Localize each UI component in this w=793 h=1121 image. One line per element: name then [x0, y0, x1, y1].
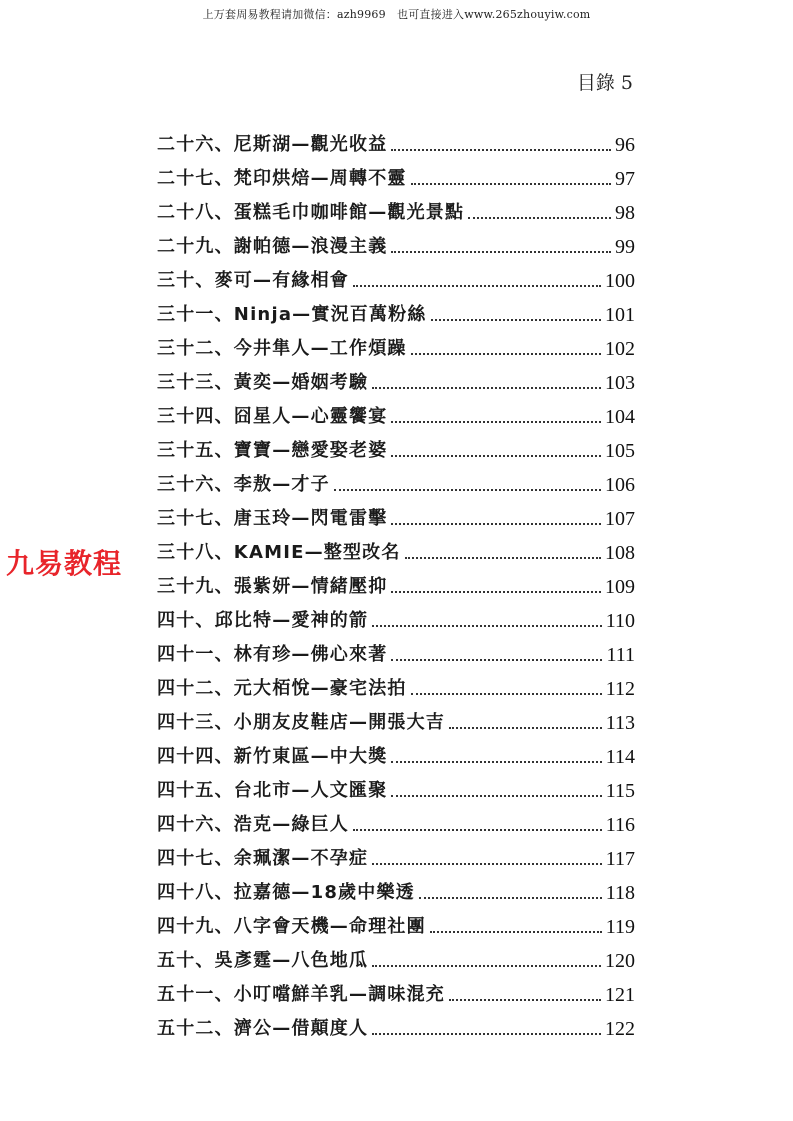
toc-entry-title: 四十二、元大栢悅—豪宅法拍 [157, 678, 407, 699]
toc-entry-title: 三十七、唐玉玲—閃電雷擊 [157, 508, 388, 529]
toc-entry [157, 292, 635, 326]
toc-entry-title: 四十五、台北市—人文匯聚 [157, 780, 388, 801]
dot-leader [391, 659, 602, 661]
toc-entry-page-number: 103 [605, 372, 635, 394]
toc-entry [157, 326, 635, 360]
dot-leader [353, 285, 601, 287]
toc-entry-page-number: 100 [605, 270, 635, 292]
toc-entry [157, 870, 635, 904]
toc-entry-title: 四十八、拉嘉德—18歲中樂透 [157, 882, 415, 903]
toc-entry [157, 632, 635, 666]
dot-leader [391, 455, 601, 457]
toc-entry-title: 三十六、李敖—才子 [157, 474, 330, 495]
toc-entry-title: 四十、邱比特—愛神的箭 [157, 610, 369, 631]
toc-entry-page-number: 105 [605, 440, 635, 462]
dot-leader [468, 217, 611, 219]
dot-leader [372, 863, 602, 865]
toc-entry-page-number: 122 [605, 1018, 635, 1040]
toc-entry [157, 598, 635, 632]
dot-leader [391, 591, 601, 593]
dot-leader [431, 319, 601, 321]
dot-leader [334, 489, 601, 491]
dot-leader [391, 761, 601, 763]
toc-entry-title: 四十六、浩克—綠巨人 [157, 814, 349, 835]
dot-leader [411, 693, 602, 695]
toc-entry [157, 224, 635, 258]
toc-entry-title: 三十、麥可—有緣相會 [157, 270, 349, 291]
toc-entry-page-number: 114 [605, 746, 635, 768]
toc-entry-title: 三十一、Ninja—實況百萬粉絲 [157, 304, 427, 325]
dot-leader [353, 829, 602, 831]
toc-entry-title: 四十三、小朋友皮鞋店—開張大吉 [157, 712, 445, 733]
toc-entry [157, 360, 635, 394]
dot-leader [449, 727, 602, 729]
toc-entry-page-number: 99 [615, 236, 635, 258]
toc-entry [157, 768, 635, 802]
toc-entry [157, 462, 635, 496]
toc-entry-title: 四十九、八字會天機—命理社團 [157, 916, 426, 937]
toc-entry-page-number: 108 [605, 542, 635, 564]
dot-leader [391, 795, 601, 797]
toc-entry-page-number: 98 [615, 202, 635, 224]
dot-leader [430, 931, 602, 933]
dot-leader [372, 965, 601, 967]
toc-entry [157, 972, 635, 1006]
toc-entry-page-number: 118 [605, 882, 635, 904]
toc-entry-title: 四十一、林有珍—佛心來著 [157, 644, 388, 665]
toc-entry-title: 三十三、黃奕—婚姻考驗 [157, 372, 369, 393]
dot-leader [391, 149, 611, 151]
toc-entry-page-number: 104 [605, 406, 635, 428]
toc-entry-page-number: 120 [605, 950, 635, 972]
dot-leader [391, 251, 611, 253]
toc-entry-page-number: 107 [605, 508, 635, 530]
toc-entry-title: 二十七、梵印烘焙—周轉不靈 [157, 168, 407, 189]
toc-entry [157, 802, 635, 836]
toc-entry-page-number: 113 [605, 712, 635, 734]
toc-entry-page-number: 106 [605, 474, 635, 496]
toc-entry-title: 二十九、謝帕德—浪漫主義 [157, 236, 388, 257]
dot-leader [391, 421, 601, 423]
toc-entry [157, 190, 635, 224]
toc-entry [157, 700, 635, 734]
toc-entry [157, 122, 635, 156]
toc-entry-title: 五十一、小叮噹鮮羊乳—調味混充 [157, 984, 445, 1005]
toc-entry-page-number: 102 [605, 338, 635, 360]
toc-entry-page-number: 101 [605, 304, 635, 326]
toc-entry-title: 三十八、KAMIE—整型改名 [157, 542, 401, 563]
dot-leader [372, 625, 602, 627]
toc-entry-title: 二十六、尼斯湖—觀光收益 [157, 134, 388, 155]
dot-leader [449, 999, 601, 1001]
toc-entry [157, 530, 635, 564]
toc-entry [157, 394, 635, 428]
table-of-contents [157, 122, 635, 1040]
toc-entry-title: 三十五、寶寶—戀愛娶老婆 [157, 440, 388, 461]
toc-entry-title: 三十二、今井隼人—工作煩躁 [157, 338, 407, 359]
toc-entry-page-number: 109 [605, 576, 635, 598]
dot-leader [411, 353, 601, 355]
toc-entry-page-number: 115 [605, 780, 635, 802]
toc-entry [157, 258, 635, 292]
dot-leader [391, 523, 601, 525]
toc-entry-title: 五十、吳彥霆—八色地瓜 [157, 950, 369, 971]
dot-leader [411, 183, 611, 185]
dot-leader [405, 557, 601, 559]
toc-entry [157, 1006, 635, 1040]
toc-entry-title: 五十二、濟公—借顛度人 [157, 1018, 369, 1039]
dot-leader [372, 1033, 601, 1035]
toc-entry-page-number: 116 [605, 814, 635, 836]
toc-entry-title: 二十八、蛋糕毛巾咖啡館—觀光景點 [157, 202, 465, 223]
dot-leader [419, 897, 602, 899]
dot-leader [372, 387, 601, 389]
toc-entry-page-number: 97 [615, 168, 635, 190]
top-banner: 上万套周易教程请加微信：azh9969 也可直接进入www.265zhouyiw.com [202, 8, 591, 21]
toc-entry-page-number: 117 [605, 848, 635, 870]
toc-entry-title: 三十九、張紫妍—情緒壓抑 [157, 576, 388, 597]
toc-entry-page-number: 111 [606, 644, 635, 666]
toc-entry [157, 734, 635, 768]
toc-entry [157, 904, 635, 938]
page-header: 目錄 5 [576, 72, 633, 94]
toc-entry [157, 836, 635, 870]
toc-entry [157, 496, 635, 530]
toc-entry [157, 564, 635, 598]
watermark: 九易教程 [6, 547, 123, 580]
toc-entry-title: 四十四、新竹東區—中大獎 [157, 746, 388, 767]
toc-entry [157, 666, 635, 700]
toc-entry-page-number: 110 [605, 610, 635, 632]
toc-entry [157, 428, 635, 462]
toc-entry [157, 156, 635, 190]
toc-entry-page-number: 112 [605, 678, 635, 700]
toc-entry [157, 938, 635, 972]
toc-entry-page-number: 96 [615, 134, 635, 156]
toc-entry-page-number: 121 [605, 984, 635, 1006]
toc-entry-title: 三十四、囧星人—心靈饗宴 [157, 406, 388, 427]
toc-entry-page-number: 119 [605, 916, 635, 938]
toc-entry-title: 四十七、余珮潔—不孕症 [157, 848, 369, 869]
